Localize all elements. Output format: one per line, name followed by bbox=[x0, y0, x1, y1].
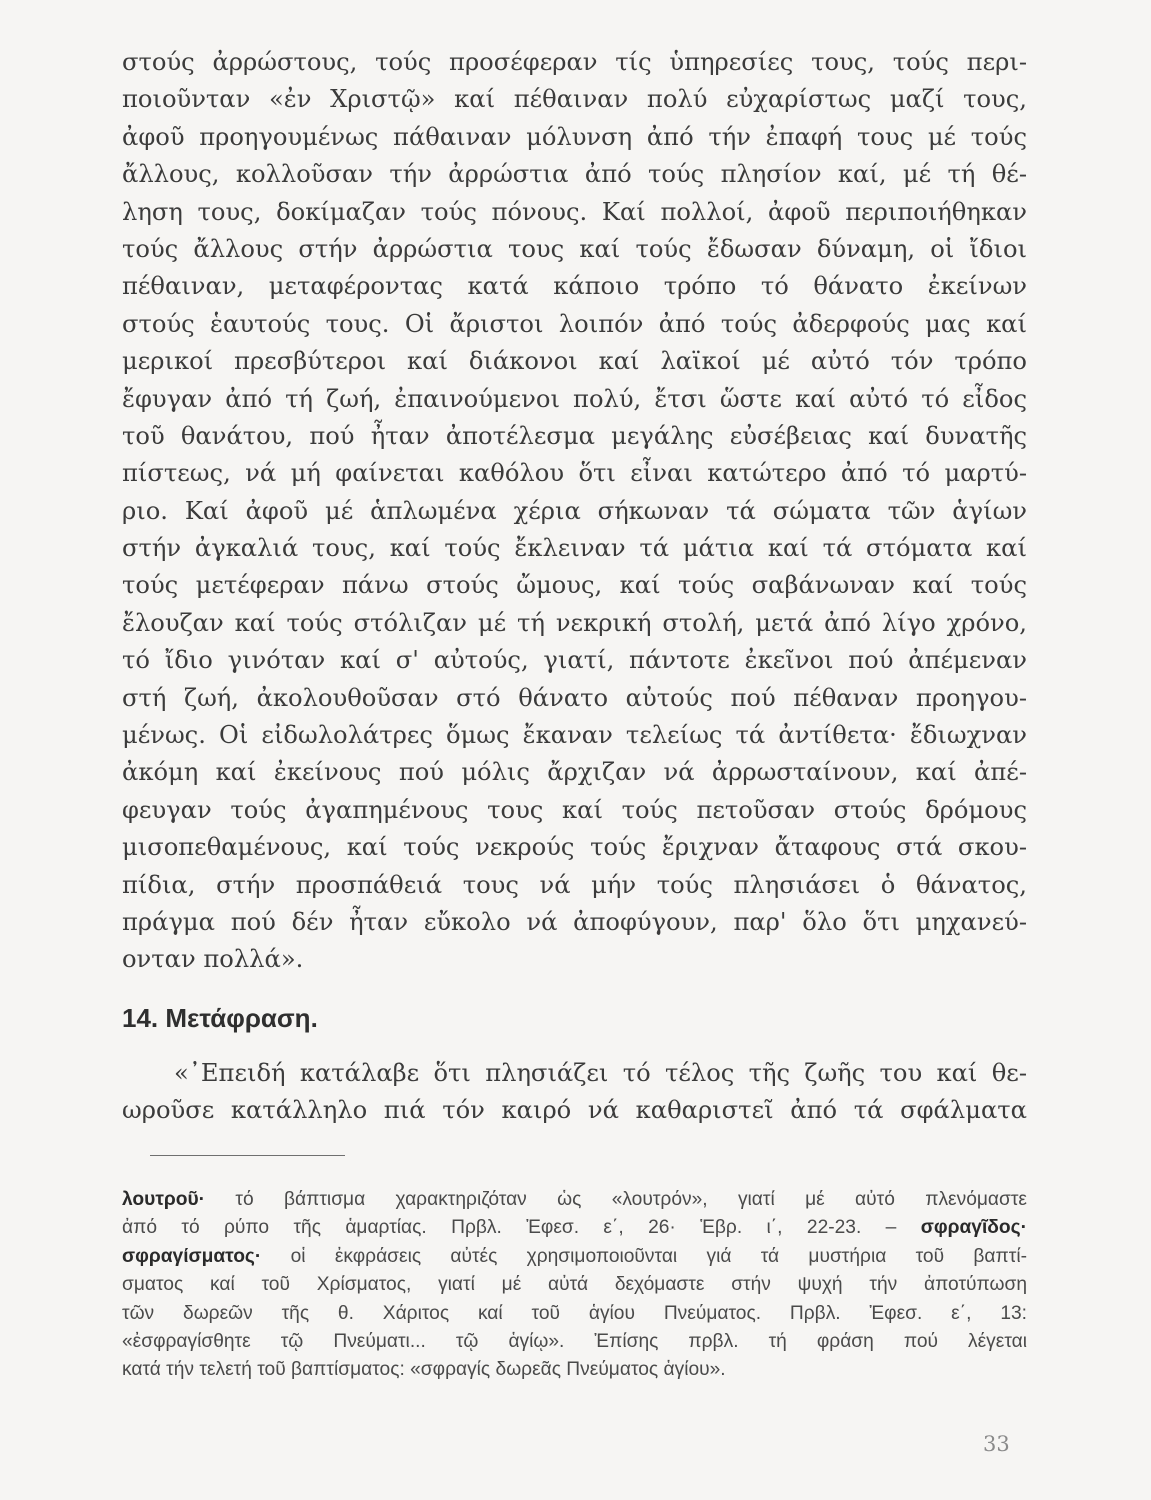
text-line: τό ἴδιο γινόταν καί σ' αὐτούς, γιατί, πάντοτε ἐκεῖνοι πού ἀπέμεναν bbox=[122, 646, 1027, 675]
footnote-line: κατά τήν τελετή τοῦ βαπτίσματος: «σφραγίς δωρεᾶς Πνεύματος ἁγίου». bbox=[122, 1359, 726, 1381]
text-line: μισοπεθαμένους, καί τούς νεκρούς τούς ἔριχναν ἄταφους στά σκου- bbox=[122, 833, 1027, 862]
text-line: τούς μετέφεραν πάνω στούς ὤμους, καί τούς σαβάνωναν καί τούς bbox=[122, 571, 1027, 600]
text-line: ποιοῦνταν «ἐν Χριστῷ» καί πέθαιναν πολύ εὐχαρίστως μαζί τους, bbox=[122, 85, 1027, 114]
footnote-line: τῶν δωρεῶν τῆς θ. Χάριτος καί τοῦ ἁγίου Πνεύματος. Πρβλ. Ἐφεσ. ε΄, 13: bbox=[122, 1302, 1027, 1324]
text-line: τοῦ θανάτου, πού ἦταν ἀποτέλεσμα μεγάλης εὐσέβειας καί δυνατῆς bbox=[122, 421, 1027, 450]
footnote-line bbox=[122, 1243, 1027, 1271]
text-line: πράγμα πού δέν ἦταν εὔκολο νά ἀποφύγουν, παρ' ὅλο ὅτι μηχανεύ- bbox=[122, 907, 1027, 936]
text-line: ἀφοῦ προηγουμένως πάθαιναν μόλυνση ἀπό τήν ἐπαφή τους μέ τούς bbox=[122, 122, 1027, 151]
page-number: 33 bbox=[983, 1432, 1010, 1456]
text-line: ληση τους, δοκίμαζαν τούς πόνους. Καί πολλοί, ἀφοῦ περιποιήθηκαν bbox=[122, 197, 1027, 226]
footnote-text: οἱ ἐκφράσεις αὐτές χρησιμοποιοῦνται γιά τά μυστήρια τοῦ βαπτί- bbox=[261, 1245, 1027, 1267]
footnotes bbox=[122, 1186, 1027, 1385]
text-line: μένως. Οἱ εἰδωλολάτρες ὅμως ἔκαναν τελείως τά ἀντίθετα· ἔδιωχναν bbox=[122, 721, 1027, 750]
footnote-term: σφραγίσματος· bbox=[122, 1245, 262, 1267]
text-line: ἔλουζαν καί τούς στόλιζαν μέ τή νεκρική στολή, μετά ἀπό λίγο χρόνο, bbox=[122, 608, 1027, 637]
text-line: φευγαν τούς ἀγαπημένους τους καί τούς πετοῦσαν στούς δρόμους bbox=[122, 795, 1027, 824]
text-line: πίδια, στήν προσπάθειά τους νά μήν τούς πλησιάσει ὁ θάνατος, bbox=[122, 870, 1027, 899]
footnote-line bbox=[122, 1186, 1027, 1214]
footnote-term: σφραγῖδος· bbox=[920, 1217, 1027, 1239]
footnote-text: ἀπό τό ρύπο τῆς ἁμαρτίας. Πρβλ. Ἐφεσ. ε΄, 26· Ἑβρ. ι΄, 22-23. – bbox=[122, 1217, 897, 1239]
text-line: τούς ἄλλους στήν ἀρρώστια τους καί τούς ἔδωσαν δύναμη, οἱ ἴδιοι bbox=[122, 234, 1027, 263]
text-line: στούς ἀρρώστους, τούς προσέφεραν τίς ὑπηρεσίες τους, τούς περι- bbox=[122, 48, 1027, 76]
footnote-divider bbox=[150, 1155, 345, 1156]
text-line: στούς ἑαυτούς τους. Οἱ ἄριστοι λοιπόν ἀπό τούς ἀδερφούς μας καί bbox=[122, 309, 1027, 338]
main-paragraph bbox=[122, 44, 1027, 979]
text-line: στή ζωή, ἀκολουθοῦσαν στό θάνατο αὐτούς πού πέθαναν προηγου- bbox=[122, 683, 1027, 712]
text-line: ἔφυγαν ἀπό τή ζωή, ἐπαινούμενοι πολύ, ἔτσι ὥστε καί αὐτό τό εἶδος bbox=[122, 384, 1027, 413]
footnote-text: τό βάπτισμα χαρακτηριζόταν ὡς «λουτρόν», γιατί μέ αὐτό πλενόμαστε bbox=[205, 1189, 1027, 1210]
text-line: πίστεως, νά μή φαίνεται καθόλου ὅτι εἶναι κατώτερο ἀπό τό μαρτύ- bbox=[122, 459, 1027, 488]
text-line: πέθαιναν, μεταφέροντας κατά κάποιο τρόπο τό θάνατο ἐκείνων bbox=[122, 272, 1027, 301]
section-heading: 14. Μετάφραση. bbox=[122, 1003, 318, 1033]
text-line: ριο. Καί ἀφοῦ μέ ἁπλωμένα χέρια σήκωναν τά σώματα τῶν ἁγίων bbox=[122, 496, 1027, 525]
text-line: ἄλλους, κολλοῦσαν τήν ἀρρώστια ἀπό τούς πλησίον καί, μέ τή θέ- bbox=[122, 160, 1027, 189]
text-line: ονταν πολλά». bbox=[122, 945, 304, 974]
footnote-line bbox=[122, 1214, 1027, 1242]
section-paragraph bbox=[122, 1055, 1027, 1130]
footnote-line: σματος καί τοῦ Χρίσματος, γιατί μέ αὐτά δεχόμαστε στήν ψυχή τήν ἀποτύπωση bbox=[122, 1274, 1027, 1296]
text-line: ωροῦσε κατάλληλο πιά τόν καιρό νά καθαριστεῖ ἀπό τά σφάλματα bbox=[122, 1096, 1027, 1125]
text-line: μερικοί πρεσβύτεροι καί διάκονοι καί λαϊκοί μέ αὐτό τόν τρόπο bbox=[122, 347, 1027, 376]
text-line: στήν ἀγκαλιά τους, καί τούς ἔκλειναν τά μάτια καί τά στόματα καί bbox=[122, 534, 1027, 563]
text-line: «᾿Επειδή κατάλαβε ὅτι πλησιάζει τό τέλος τῆς ζωῆς του καί θε- bbox=[174, 1059, 1027, 1087]
footnote-term: λουτροῦ· bbox=[122, 1189, 206, 1210]
footnote-line: «ἐσφραγίσθητε τῷ Πνεύματι... τῷ ἁγίῳ». Ἐπίσης πρβλ. τή φράση πού λέγεται bbox=[122, 1330, 1027, 1352]
text-line: ἀκόμη καί ἐκείνους πού μόλις ἄρχιζαν νά ἀρρωσταίνουν, καί ἀπέ- bbox=[122, 758, 1027, 787]
